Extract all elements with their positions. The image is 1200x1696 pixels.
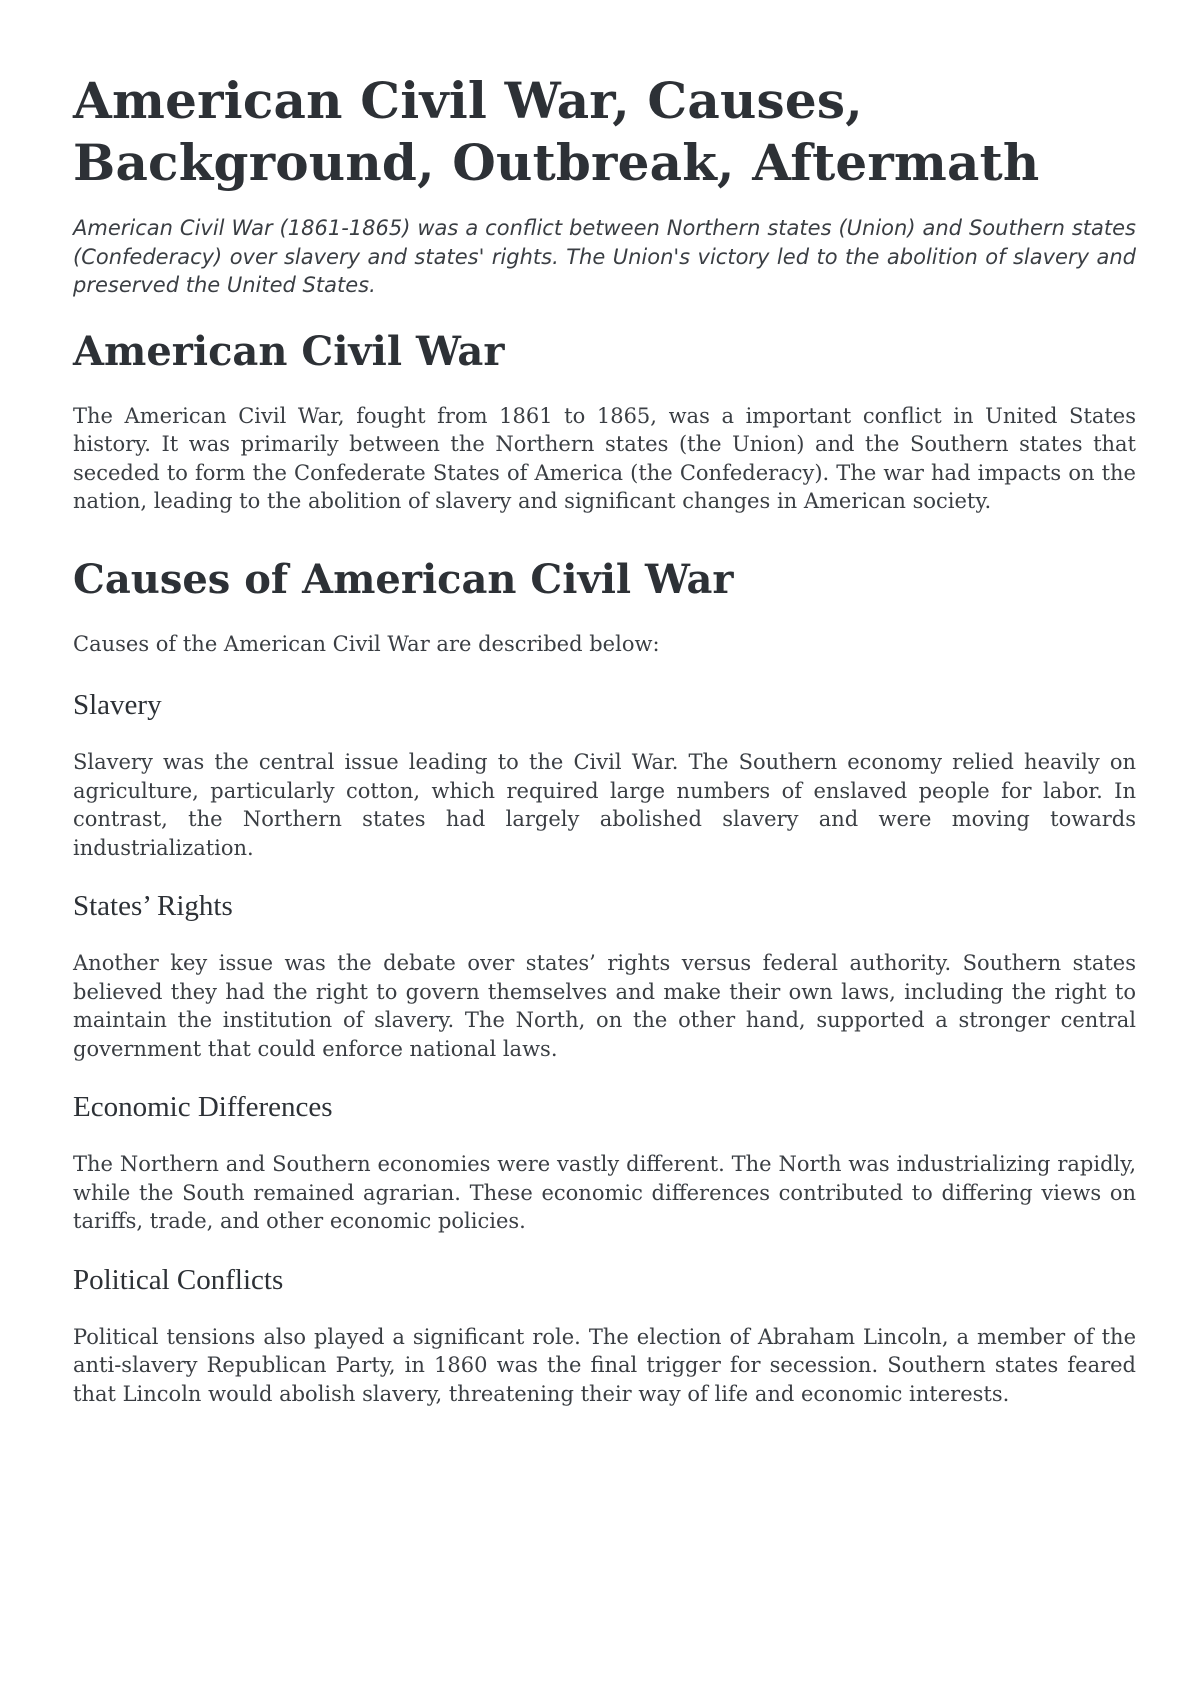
intro-summary: American Civil War (1861-1865) was a conflict between Northern states (Union) and Southern states (Confederacy) over slavery and states' rights. The Union's victory led to the abolition of slavery and preserved the United States.	[73, 216, 1136, 297]
subheading-states-rights: States’ Rights	[73, 890, 233, 922]
subheading-political-conflicts: Political Conflicts	[73, 1263, 284, 1296]
document-title: American Civil War, Causes, Background, Outbreak, Aftermath	[73, 71, 1040, 192]
document-page	[73, 70, 1136, 1408]
section-paragraph-causes-intro: Causes of the American Civil War are described below:	[73, 631, 660, 656]
section-heading-causes: Causes of American Civil War	[73, 555, 734, 603]
paragraph-states-rights: Another key issue was the debate over states’ rights versus federal authority. Southern states believed they had the right to govern themselves and make their own laws, including the right to maintain the institution of slavery. The North, on the other hand, supported a stronger central government that could enforce national laws.	[73, 951, 1136, 1061]
section-heading-american-civil-war: American Civil War	[73, 327, 505, 375]
subheading-slavery: Slavery	[73, 689, 162, 721]
subheading-economic-differences: Economic Differences	[73, 1091, 333, 1123]
paragraph-economic-differences: The Northern and Southern economies were vastly different. The North was industrializing rapidly, while the South remained agrarian. These economic differences contributed to differing views on tariffs, trade, and other economic policies.	[73, 1152, 1136, 1233]
section-paragraph-american-civil-war: The American Civil War, fought from 1861 to 1865, was a important conflict in United States history. It was primarily between the Northern states (the Union) and the Southern states that seceded to form the Confederate States of America (the Confederacy). The war had impacts on the nation, leading to the abolition of slavery and significant changes in American society.	[73, 403, 1136, 513]
paragraph-slavery: Slavery was the central issue leading to the Civil War. The Southern economy relied heavily on agriculture, particularly cotton, which required large numbers of enslaved people for labor. In contrast, the Northern states had largely abolished slavery and were moving towards industrialization.	[73, 750, 1136, 860]
paragraph-political-conflicts: Political tensions also played a significant role. The election of Abraham Lincoln, a member of the anti-slavery Republican Party, in 1860 was the final trigger for secession. Southern states feared that Lincoln would abolish slavery, threatening their way of life and economic interests.	[73, 1324, 1136, 1406]
